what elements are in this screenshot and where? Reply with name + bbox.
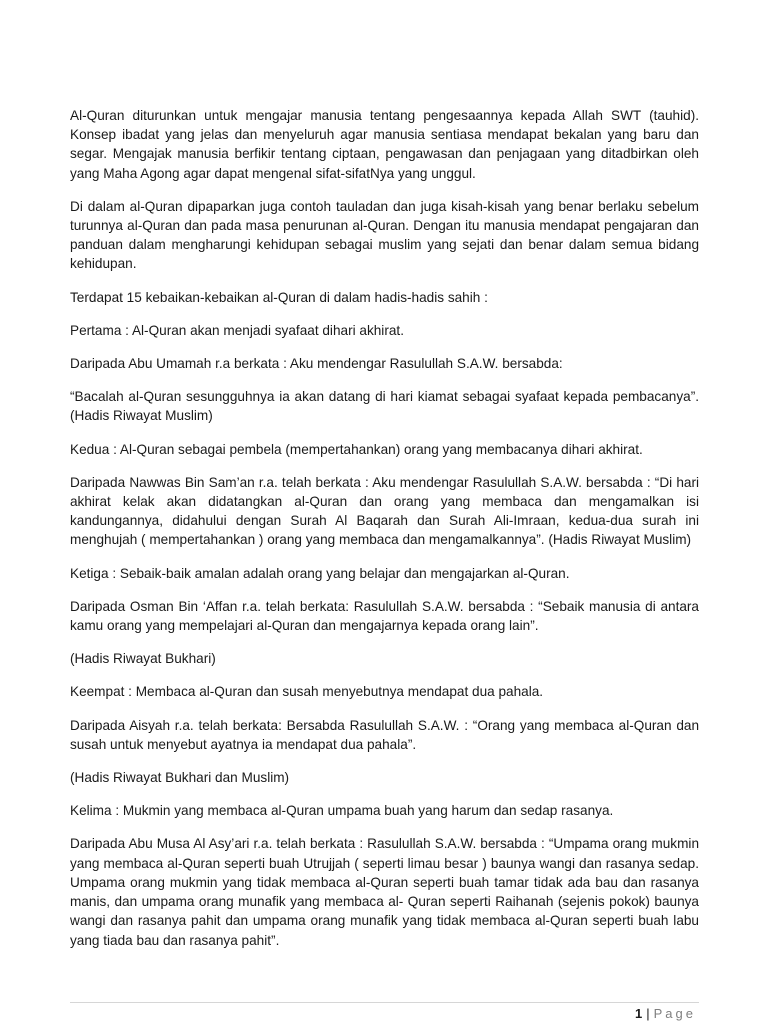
paragraph: Di dalam al-Quran dipaparkan juga contoh tauladan dan juga kisah-kisah yang benar berlaku sebelum turunnya al-Quran dan pada masa penurunan al-Quran. Dengan itu manusia mendapat pengajaran dan panduan dalam mengharungi kehidupan sebagai muslim yang sejati dan benar dalam semua bidang kehidupan.	[70, 198, 699, 272]
paragraph: Ketiga : Sebaik-baik amalan adalah orang yang belajar dan mengajarkan al-Quran.	[70, 565, 570, 581]
paragraph: Daripada Aisyah r.a. telah berkata: Bersabda Rasulullah S.A.W. : “Orang yang membaca al-Quran dan susah untuk menyebut ayatnya ia mendapat dua pahala”.	[70, 717, 699, 752]
page-number: 1	[635, 1006, 643, 1021]
paragraph: (Hadis Riwayat Bukhari)	[70, 651, 216, 667]
page-footer	[635, 1006, 696, 1022]
paragraph: Keempat : Membaca al-Quran dan susah menyebutnya mendapat dua pahala.	[70, 684, 544, 700]
paragraph: Daripada Abu Umamah r.a berkata : Aku mendengar Rasulullah S.A.W. bersabda:	[70, 356, 563, 372]
paragraph: Daripada Nawwas Bin Sam’an r.a. telah berkata : Aku mendengar Rasulullah S.A.W. bersabda : “Di hari akhirat kelak akan didatangkan al-Quran dan orang yang membaca dan mengamalkan isi kandungannya, didahului dengan Surah Al Baqarah dan Surah Ali-Imraan, kedua-dua surah ini menghujah ( mempertahankan ) orang yang membaca dan mengamalkannya”. (Hadis Riwayat Muslim)	[70, 474, 699, 548]
paragraph: Al-Quran diturunkan untuk mengajar manusia tentang pengesaannya kepada Allah SWT (tauhid). Konsep ibadat yang jelas dan menyeluruh agar manusia sentiasa mendapat bekalan yang baru dan segar. Mengajak manusia berfikir tentang ciptaan, pengawasan dan penjagaan yang ditadbirkan oleh yang Maha Agong agar dapat mengenal sifat-sifatNya yang unggul.	[70, 108, 699, 181]
paragraph: Kelima : Mukmin yang membaca al-Quran umpama buah yang harum dan sedap rasanya.	[70, 803, 614, 819]
paragraph: Terdapat 15 kebaikan-kebaikan al-Quran di dalam hadis-hadis sahih :	[70, 289, 488, 305]
paragraph: Daripada Abu Musa Al Asy’ari r.a. telah berkata : Rasulullah S.A.W. bersabda : “Umpama orang mukmin yang membaca al-Quran seperti buah Utrujjah ( seperti limau besar ) baunya wangi dan rasanya sedap. Umpama orang mukmin yang tidak membaca al-Quran seperti buah tamar tidak ada bau dan rasanya manis, dan umpama orang munafik yang membaca al- Quran seperti Raihanah (sejenis pokok) baunya wangi dan rasanya pahit dan umpama orang munafik yang tidak membaca al-Quran seperti buah labu yang tiada bau dan rasanya pahit”.	[70, 836, 699, 948]
paragraph: Kedua : Al-Quran sebagai pembela (mempertahankan) orang yang membacanya dihari akhirat.	[70, 441, 643, 457]
page-separator: |	[646, 1006, 650, 1021]
document-body	[70, 106, 699, 964]
paragraph: “Bacalah al-Quran sesungguhnya ia akan datang di hari kiamat sebagai syafaat kepada pembacanya”. (Hadis Riwayat Muslim)	[70, 389, 699, 424]
paragraph: Pertama : Al-Quran akan menjadi syafaat dihari akhirat.	[70, 322, 404, 338]
footer-divider	[70, 1002, 699, 1003]
page-label: Page	[653, 1006, 696, 1021]
paragraph: (Hadis Riwayat Bukhari dan Muslim)	[70, 770, 290, 786]
paragraph: Daripada Osman Bin ‘Affan r.a. telah berkata: Rasulullah S.A.W. bersabda : “Sebaik manusia di antara kamu orang yang mempelajari al-Quran dan mengajarnya kepada orang lain”.	[70, 598, 699, 634]
